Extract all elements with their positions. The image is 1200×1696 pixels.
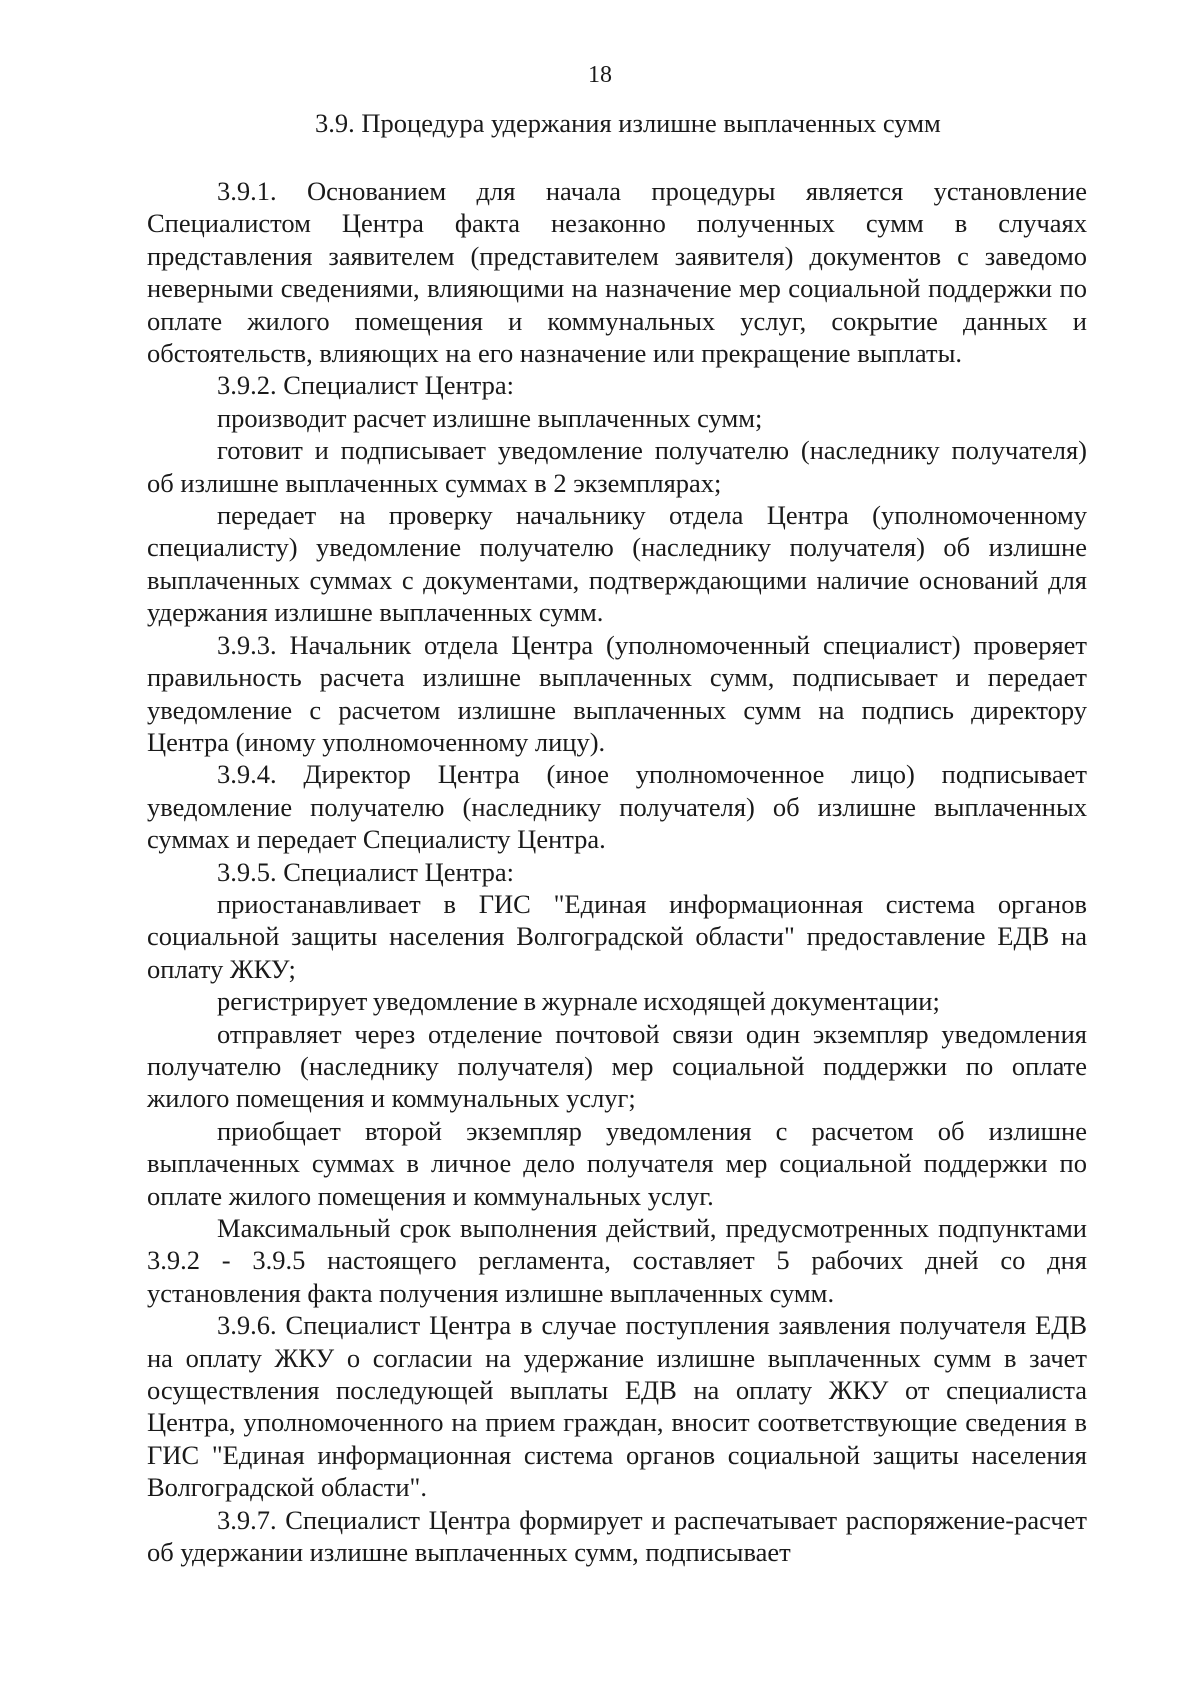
section-heading: 3.9. Процедура удержания излишне выплаченных сумм <box>315 108 941 138</box>
paragraph-3-9-4: 3.9.4. Директор Центра (иное уполномоченное лицо) подписывает уведомление получателю (наследнику получателя) об излишне выплаченных суммах и передает Специалисту Центра. <box>147 759 1087 855</box>
paragraph-3-9-2: 3.9.2. Специалист Центра: <box>217 370 514 401</box>
paragraph-max-term: Максимальный срок выполнения действий, предусмотренных подпунктами 3.9.2 - 3.9.5 настоящего регламента, составляет 5 рабочих дней со дня установления факта получения излишне выплаченных сумм. <box>147 1213 1087 1308</box>
page-number: 18 <box>588 62 612 88</box>
paragraph-3-9-2-item-2: готовит и подписывает уведомление получателю (наследнику получателя) об излишне выплаченных суммах в 2 экземплярах; <box>147 435 1087 498</box>
paragraph-3-9-5-item-3: отправляет через отделение почтовой связи один экземпляр уведомления получателю (наследнику получателя) мер социальной поддержки по оплате жилого помещения и коммунальных услуг; <box>147 1018 1087 1114</box>
paragraph-3-9-5-item-2: регистрирует уведомление в журнале исходящей документации; <box>217 986 940 1017</box>
paragraph-3-9-5-item-4: приобщает второй экземпляр уведомления с расчетом об излишне выплаченных суммах в личное дело получателя мер социальной поддержки по оплате жилого помещения и коммунальных услуг. <box>147 1115 1087 1211</box>
paragraph-3-9-1: 3.9.1. Основанием для начала процедуры является установление Специалистом Центра факта незаконно полученных сумм в случаях представления заявителем (представителем заявителя) документов с заведомо неверными сведениями, влияющими на назначение мер социальной поддержки по оплате жилого помещения и коммунальных услуг, сокрытие данных и обстоятельств, влияющих на его назначение или прекращение выплаты. <box>147 176 1087 369</box>
paragraph-3-9-2-item-1: производит расчет излишне выплаченных сумм; <box>217 402 763 433</box>
paragraph-3-9-5: 3.9.5. Специалист Центра: <box>217 856 514 887</box>
document-body <box>147 175 1087 1568</box>
paragraph-3-9-7: 3.9.7. Специалист Центра формирует и распечатывает распоряжение-расчет об удержании излишне выплаченных сумм, подписывает <box>147 1504 1087 1568</box>
paragraph-3-9-6: 3.9.6. Специалист Центра в случае поступления заявления получателя ЕДВ на оплату ЖКУ о согласии на удержание излишне выплаченных сумм в зачет осуществления последующей выплаты ЕДВ на оплату ЖКУ от специалиста Центра, уполномоченного на прием граждан, вносит соответствующие сведения в ГИС "Единая информационная система органов социальной защиты населения Волгоградской области". <box>147 1310 1087 1503</box>
paragraph-3-9-5-item-1: приостанавливает в ГИС "Единая информационная система органов социальной защиты населения Волгоградской области" предоставление ЕДВ на оплату ЖКУ; <box>147 888 1087 984</box>
paragraph-3-9-2-item-3: передает на проверку начальнику отдела Центра (уполномоченному специалисту) уведомление получателю (наследнику получателя) об излишне выплаченных суммах с документами, подтверждающими наличие оснований для удержания излишне выплаченных сумм. <box>147 500 1087 628</box>
paragraph-3-9-3: 3.9.3. Начальник отдела Центра (уполномоченный специалист) проверяет правильность расчета излишне выплаченных сумм, подписывает и передает уведомление с расчетом излишне выплаченных сумм на подпись директору Центра (иному уполномоченному лицу). <box>147 629 1087 757</box>
